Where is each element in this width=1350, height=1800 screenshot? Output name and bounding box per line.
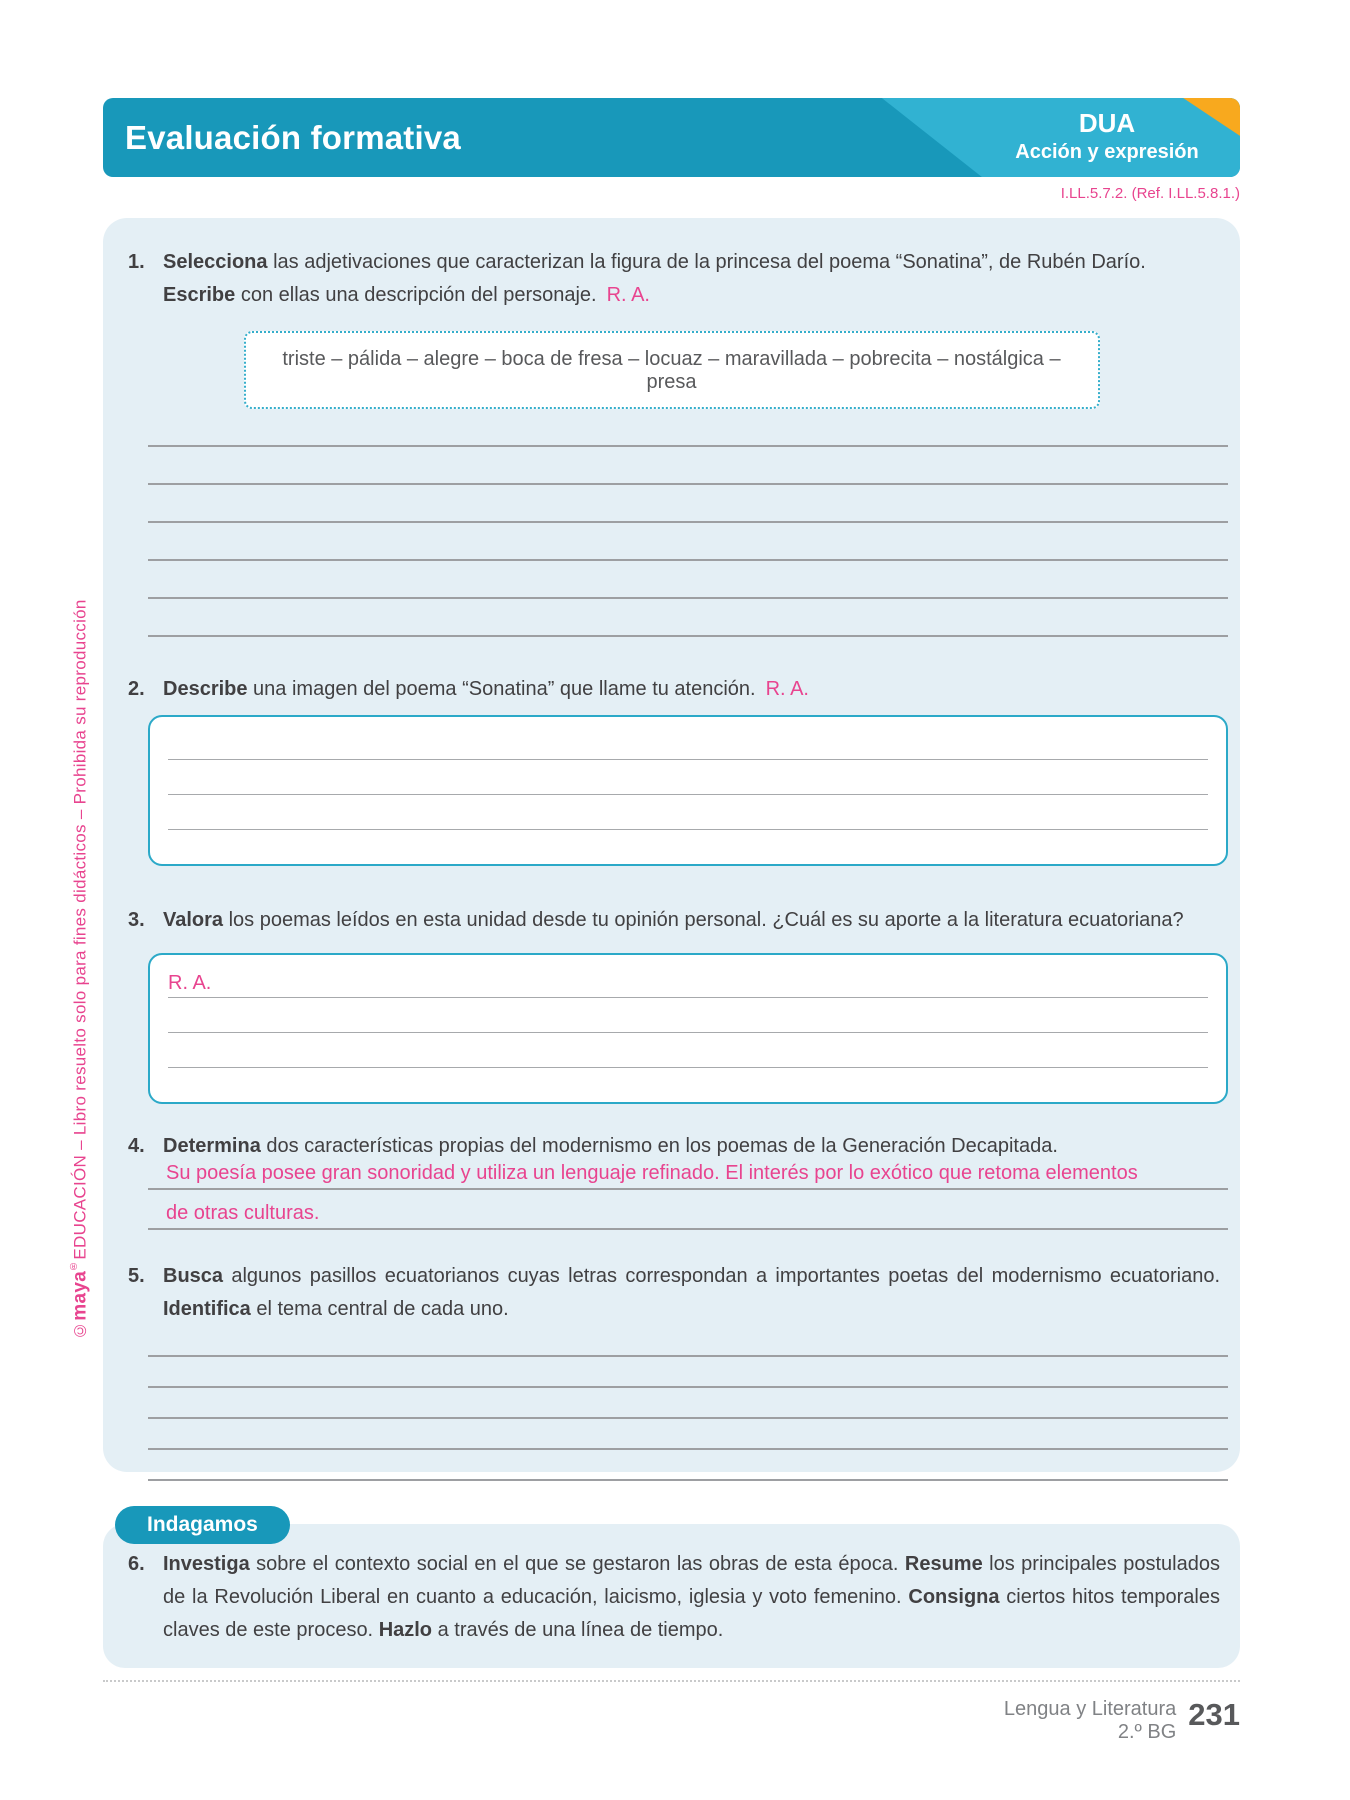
question-2-text: Describe una imagen del poema “Sonatina” que llame tu atención. R. A. [163,678,809,700]
question-6-verb3: Consigna [908,1586,1000,1608]
footer-divider [103,1680,1240,1682]
question-6-text: Investiga sobre el contexto social en el que se gestaron las obras de esta época. Resume los principales postulados de la Revolución Liberal en cuanto a educación, laicismo, iglesia y voto femenino. Consigna ciertos hitos temporales claves de este proceso. Hazlo a través de una línea de tiempo. [163,1553,1220,1641]
writing-line [148,1450,1228,1481]
question-1-number: 1. [128,251,145,273]
question-3-text: Valora los poemas leídos en esta unidad desde tu opinión personal. ¿Cuál es su aporte a la literatura ecuatoriana? [163,909,1184,931]
question-3-number: 3. [128,909,145,931]
publisher-brand: maya [69,1270,91,1321]
watermark-text: EDUCACIÓN – Libro resuelto solo para fines didácticos – Prohibida su reproducción [70,599,90,1260]
grade-label: 2.º BG [1117,1721,1177,1743]
question-6-number: 6. [128,1553,145,1575]
writing-line [148,409,1228,447]
page-footer [1004,1698,1240,1744]
curriculum-reference: I.LL.5.7.2. (Ref. I.LL.5.8.1.) [1060,185,1240,202]
question-5-number: 5. [128,1265,145,1287]
question-6-verb4: Hazlo [378,1619,433,1641]
copyright-watermark [68,428,92,1340]
activities-card [103,218,1240,1472]
writing-line [168,795,1208,830]
page-number: 231 [1188,1697,1240,1732]
writing-lines-q5 [103,1326,1240,1481]
header-banner [103,98,1240,177]
dua-block [1002,107,1212,165]
writing-line [168,725,1208,760]
dua-sublabel: Acción y expresión [1015,141,1199,163]
question-5-verb2: Identifica [163,1298,251,1320]
question-4 [128,1130,1220,1163]
word-bank: triste – pálida – alegre – boca de fresa – locuaz – maravillada – pobrecita – nostálgica – presa [244,331,1100,409]
question-1 [128,218,1220,312]
question-5 [128,1260,1220,1326]
copyright-symbol: © [70,1320,90,1340]
writing-line [168,760,1208,795]
writing-line [148,1357,1228,1388]
question-1-text: Selecciona las adjetivaciones que caracterizan la figura de la princesa del poema “Sonatina”, de Rubén Darío. Escribe con ellas una descripción del personaje. R. A. [163,251,1146,306]
footer-meta [1004,1698,1176,1744]
writing-line [148,599,1228,637]
page-title: Evaluación formativa [125,118,461,156]
question-4-number: 4. [128,1135,145,1157]
answer-ref-label: R. A. [606,284,650,306]
writing-line [168,1033,1208,1068]
question-6 [128,1524,1220,1647]
question-4-text: Determina dos características propias del modernismo en los poemas de la Generación Decapitada. [163,1135,1058,1157]
writing-line [148,523,1228,561]
question-1-verb2: Escribe [163,284,236,306]
question-3-verb: Valora [163,909,224,931]
dua-label: DUA [1078,108,1136,138]
writing-line [148,1326,1228,1357]
question-6-verb2: Resume [904,1553,983,1575]
writing-line [168,963,1208,998]
indagamos-card [103,1524,1240,1668]
answer-box-q3 [148,953,1228,1104]
question-2-number: 2. [128,678,145,700]
question-3 [128,904,1220,937]
writing-line [148,447,1228,485]
answer-ref-label: R. A. [168,972,212,994]
answer-text-line2: de otras culturas. [148,1190,1228,1230]
answer-box-q2 [148,715,1228,866]
writing-line [148,1388,1228,1419]
indagamos-badge: Indagamos [115,1506,290,1544]
answer-text-line1: Su poesía posee gran sonoridad y utiliza un lenguaje refinado. El interés por lo exótico que retoma elementos [148,1163,1228,1190]
answer-ref-label: R. A. [765,678,809,700]
question-5-text: Busca algunos pasillos ecuatorianos cuyas letras correspondan a importantes poetas del modernismo ecuatoriano. Identifica el tema central de cada uno. [163,1265,1220,1320]
question-4-verb: Determina [163,1135,261,1157]
subject-label: Lengua y Literatura [1003,1698,1177,1720]
writing-line [168,998,1208,1033]
writing-line [148,1419,1228,1450]
question-2 [128,673,1220,706]
writing-line [148,485,1228,523]
writing-lines-q1 [103,409,1240,637]
question-1-verb: Selecciona [163,251,268,273]
writing-line [148,561,1228,599]
registered-mark: ® [68,1259,79,1271]
question-5-verb: Busca [163,1265,224,1287]
question-2-verb: Describe [163,678,248,700]
question-6-verb: Investiga [163,1553,250,1575]
